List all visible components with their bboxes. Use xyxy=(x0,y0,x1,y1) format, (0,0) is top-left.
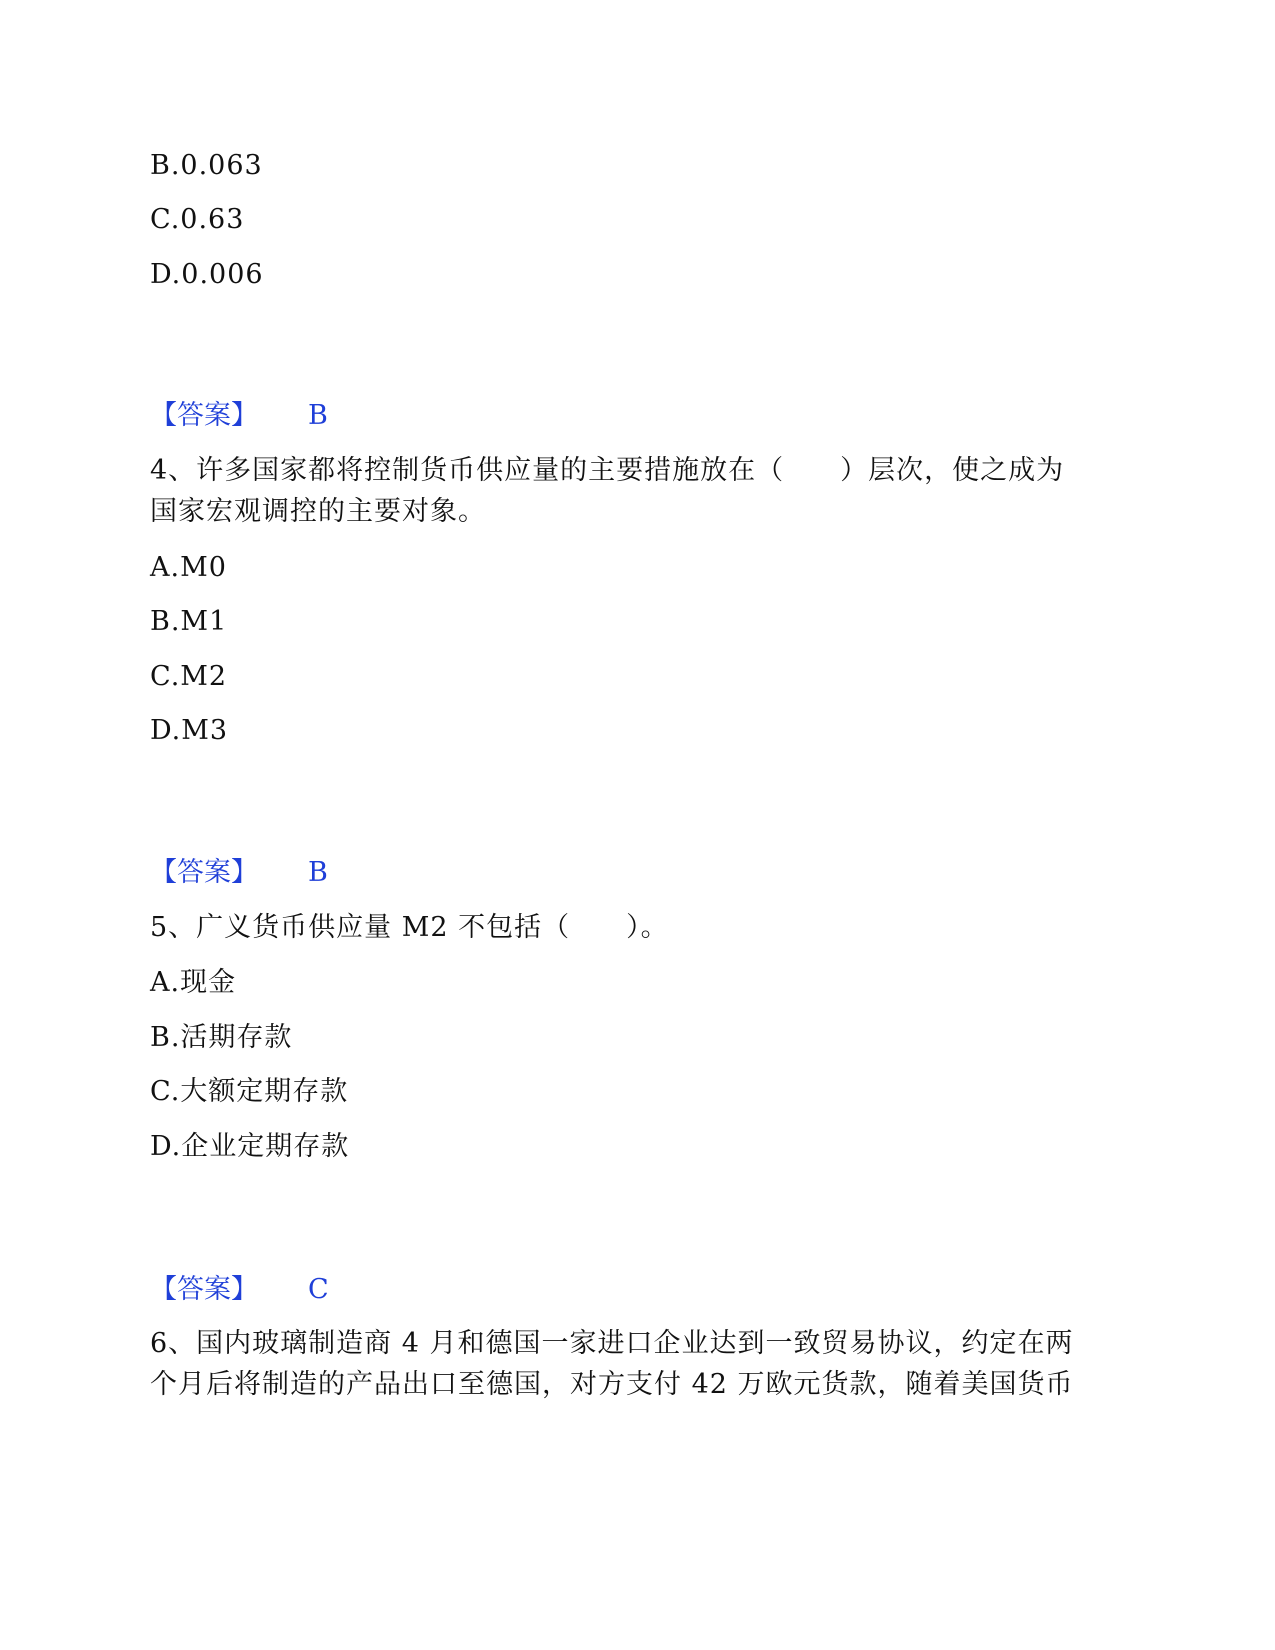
q4-answer xyxy=(150,855,328,891)
q3-option-d: D.0.006 xyxy=(150,259,264,290)
answer-value: B xyxy=(308,857,328,888)
answer-label: 【答案】 xyxy=(150,1274,258,1305)
q5-stem: 5、广义货币供应量 M2 不包括（ ）。 xyxy=(150,912,669,943)
answer-value: C xyxy=(308,1274,329,1305)
q3-option-c: C.0.63 xyxy=(150,204,245,235)
q5-option-a: A.现金 xyxy=(150,967,237,998)
q5-option-b: B.活期存款 xyxy=(150,1022,293,1053)
q6-stem-line1: 6、国内玻璃制造商 4 月和德国一家进口企业达到一致贸易协议，约定在两 xyxy=(150,1328,1074,1359)
q4-option-a: A.M0 xyxy=(150,552,227,583)
q5-option-c: C.大额定期存款 xyxy=(150,1076,349,1107)
q4-option-d: D.M3 xyxy=(150,715,229,746)
q5-option-d: D.企业定期存款 xyxy=(150,1131,350,1162)
answer-label: 【答案】 xyxy=(150,857,258,888)
q3-option-b: B.0.063 xyxy=(150,150,263,181)
q6-stem-line2: 个月后将制造的产品出口至德国，对方支付 42 万欧元货款，随着美国货币 xyxy=(150,1369,1074,1400)
answer-label: 【答案】 xyxy=(150,400,258,431)
q4-option-b: B.M1 xyxy=(150,606,228,637)
q4-stem-line2: 国家宏观调控的主要对象。 xyxy=(150,496,486,527)
q4-option-c: C.M2 xyxy=(150,661,228,692)
answer-value: B xyxy=(308,400,328,431)
q3-answer xyxy=(150,398,328,434)
q5-answer xyxy=(150,1272,329,1308)
q4-stem-line1: 4、许多国家都将控制货币供应量的主要措施放在（ ）层次，使之成为 xyxy=(150,455,1065,486)
